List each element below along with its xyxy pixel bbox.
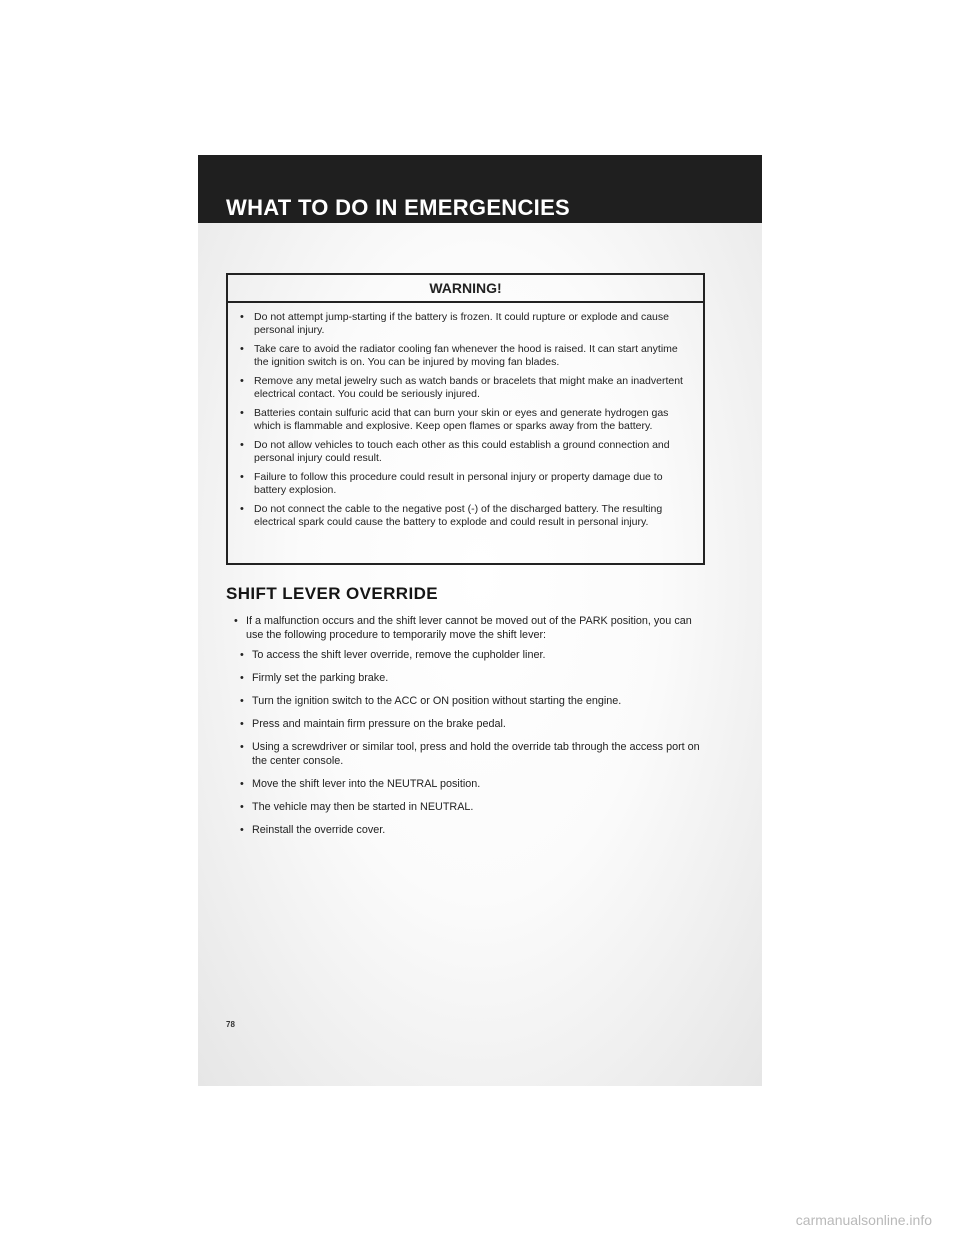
warning-box [226,273,705,565]
header-bar [198,155,762,223]
warning-item: • Do not attempt jump-starting if the battery is frozen. It could rupture or explode and cause personal injury. [240,311,695,337]
warning-item: • Batteries contain sulfuric acid that can burn your skin or eyes and generate hydrogen gas which is flammable and explosive. Keep open flames or sparks away from the battery. [240,407,695,433]
warning-heading: WARNING! [228,275,703,303]
page-number: 78 [226,1020,235,1029]
section-title: SHIFT LEVER OVERRIDE [226,584,439,603]
warning-list [228,311,703,529]
procedure-steps [240,648,704,846]
warning-item: • Do not allow vehicles to touch each other as this could establish a ground connection and personal injury could result. [240,439,695,465]
warning-item: • Take care to avoid the radiator cooling fan whenever the hood is raised. It can start anytime the ignition switch is on. You can be injured by moving fan blades. [240,343,695,369]
warning-item: • Remove any metal jewelry such as watch bands or bracelets that might make an inadvertent electrical contact. You could be seriously injured. [240,375,695,401]
procedure-step: • To access the shift lever override, remove the cupholder liner. [240,648,704,662]
procedure-step: • Firmly set the parking brake. [240,671,704,685]
warning-item: • Failure to follow this procedure could result in personal injury or property damage due to battery explosion. [240,471,695,497]
procedure-step: • Using a screwdriver or similar tool, press and hold the override tab through the access port on the center console. [240,740,704,768]
watermark-link[interactable]: carmanualsonline.info [795,1212,932,1228]
page-title: WHAT TO DO IN EMERGENCIES [226,195,571,220]
procedure-step: • Press and maintain firm pressure on the brake pedal. [240,717,704,731]
manual-page [198,155,762,1086]
procedure-step: • The vehicle may then be started in NEUTRAL. [240,800,704,814]
warning-item: • Do not connect the cable to the negative post (-) of the discharged battery. The resulting electrical spark could cause the battery to explode and could result in personal injury. [240,503,695,529]
procedure-step: • Move the shift lever into the NEUTRAL position. [240,777,704,791]
procedure-step: • Reinstall the override cover. [240,823,704,837]
procedure-step: • Turn the ignition switch to the ACC or ON position without starting the engine. [240,694,704,708]
section-intro: • If a malfunction occurs and the shift lever cannot be moved out of the PARK position, you can use the following procedure to temporarily move the shift lever: [234,614,704,642]
